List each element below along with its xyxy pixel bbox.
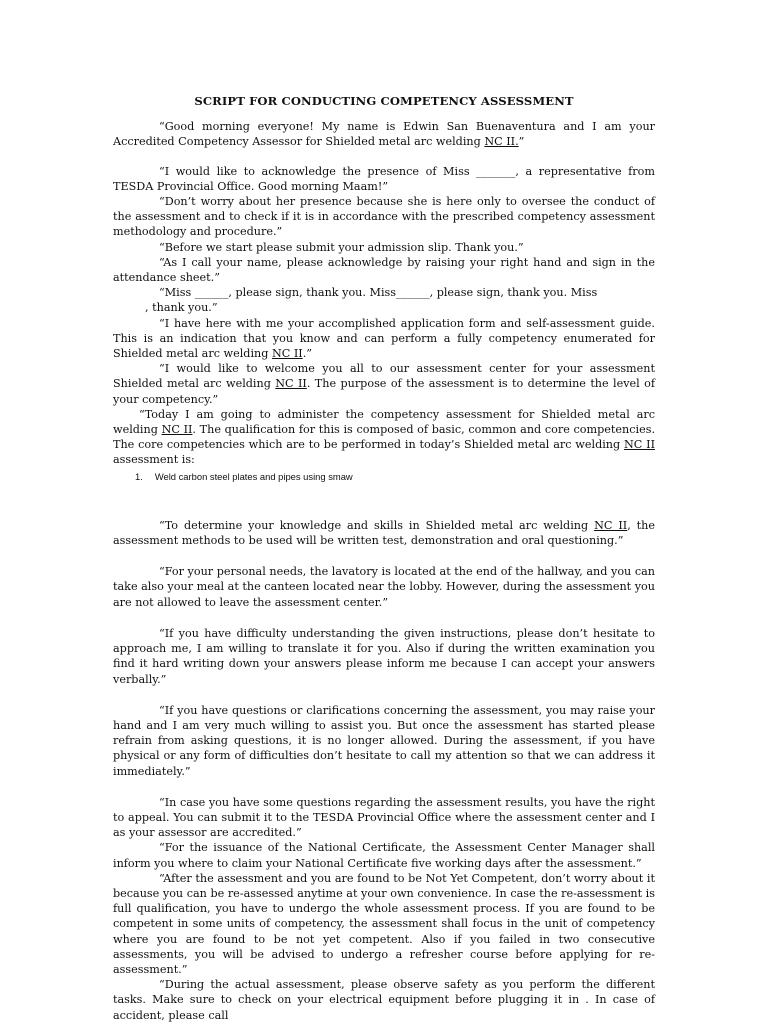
paragraph-certificate: “For the issuance of the National Certificate, the Assessment Center Manager shall inform you where to claim your National Certificate five working days after the assessment.” xyxy=(113,841,655,870)
paragraph-attendance: “As I call your name, please acknowledge by raising your right hand and sign in the attendance sheet.” xyxy=(113,255,655,285)
underlined-text: NC II xyxy=(275,377,307,391)
document-page xyxy=(113,94,655,1023)
spacer xyxy=(113,484,655,518)
underlined-text: NC II xyxy=(271,347,303,361)
paragraph-appeal: “In case you have some questions regarding the assessment results, you have the right to appeal. You can submit it to the TESDA Provincial Office where the assessment center and I as your assessor are accredited.” xyxy=(113,795,655,840)
underlined-text: NC II. xyxy=(484,135,519,149)
paragraph-questions: “If you have questions or clarifications concerning the assessment, you may raise your hand and I am very much willing to assist you. But once the assessment has started please refrain from asking questions, it is no longer allowed. During the assessment, if you have physical or any form of difficulties don’t hesitate to call my attention so that we can address it immediately.” xyxy=(113,703,655,778)
paragraph-admission-slip: “Before we start please submit your admission slip. Thank you.” xyxy=(159,240,524,254)
list-number: 1. xyxy=(135,470,143,482)
paragraph-reassessment: “After the assessment and you are found to be Not Yet Competent, don’t worry about it because you can be re-assessed anytime at your own convenience. In case the re-assessment is full qualification, you have to undergo the whole assessment process. If you are found to be competent in some units of competency, the assessment shall focus in the unit of competency where you are found to be not yet competent. Also if you failed in two consecutive assessments, you will be advised to undergo a refresher course before applying for re-assessment.” xyxy=(113,871,655,976)
paragraph-application-form: “I have here with me your accomplished application form and self-assessment guide. This is an indication that you know and can perform a fully competency enumerated for Shielded metal arc welding NC II.” xyxy=(113,316,655,361)
paragraph-instructions: “If you have difficulty understanding the given instructions, please don’t hesitate to approach me, I am willing to translate it for you. Also if during the written examination you find it hard writing down your answers please inform me because I can accept your answers verbally.” xyxy=(113,626,655,686)
paragraph-methods: “To determine your knowledge and skills in Shielded metal arc welding NC II, the assessment methods to be used will be written test, demonstration and oral questioning.” xyxy=(113,518,656,548)
paragraph-safety: “During the actual assessment, please observe safety as you perform the different tasks. Make sure to check on your electrical equipment before plugging it in . In case of accident, please call xyxy=(113,978,655,1022)
underlined-text: NC II xyxy=(161,423,193,437)
paragraph-personal-needs: “For your personal needs, the lavatory is located at the end of the hallway, and you can take also your meal at the canteen located near the lobby. However, during the assessment you are not allowed to leave the assessment center.” xyxy=(113,565,655,609)
paragraph-welcome: “I would like to welcome you all to our assessment center for your assessment Shielded metal arc welding NC II. The purpose of the assessment is to determine the level of your competency.” xyxy=(113,362,655,406)
list-item xyxy=(113,469,655,484)
document-title: SCRIPT FOR CONDUCTING COMPETENCY ASSESSMENT xyxy=(194,94,574,108)
underlined-text: NC II xyxy=(594,518,628,532)
paragraph-acknowledge: “I would like to acknowledge the presence of Miss _______, a representative from TESDA Provincial Office. Good morning Maam!” xyxy=(113,164,655,193)
paragraph-roll-call: “Miss ______, please sign, thank you. Miss______, please sign, thank you. Miss , thank you.” xyxy=(145,286,598,315)
list-text: Weld carbon steel plates and pipes using smaw xyxy=(154,470,353,482)
paragraph-administer: “Today I am going to administer the competency assessment for Shielded metal arc welding NC II. The qualification for this is composed of basic, common and core competencies. The core competencies which are to be performed in today’s Shielded metal arc welding NC II assessment is: xyxy=(113,407,655,467)
underlined-text: NC II xyxy=(623,438,655,452)
paragraph-greeting: “Good morning everyone! My name is Edwin San Buenaventura and I am your Accredited Competency Assessor for Shielded metal arc welding NC II.” xyxy=(113,120,655,149)
paragraph-presence: “Don’t worry about her presence because she is here only to oversee the conduct of the assessment and to check if it is in accordance with the prescribed competency assessment methodology and procedure.” xyxy=(113,195,655,239)
